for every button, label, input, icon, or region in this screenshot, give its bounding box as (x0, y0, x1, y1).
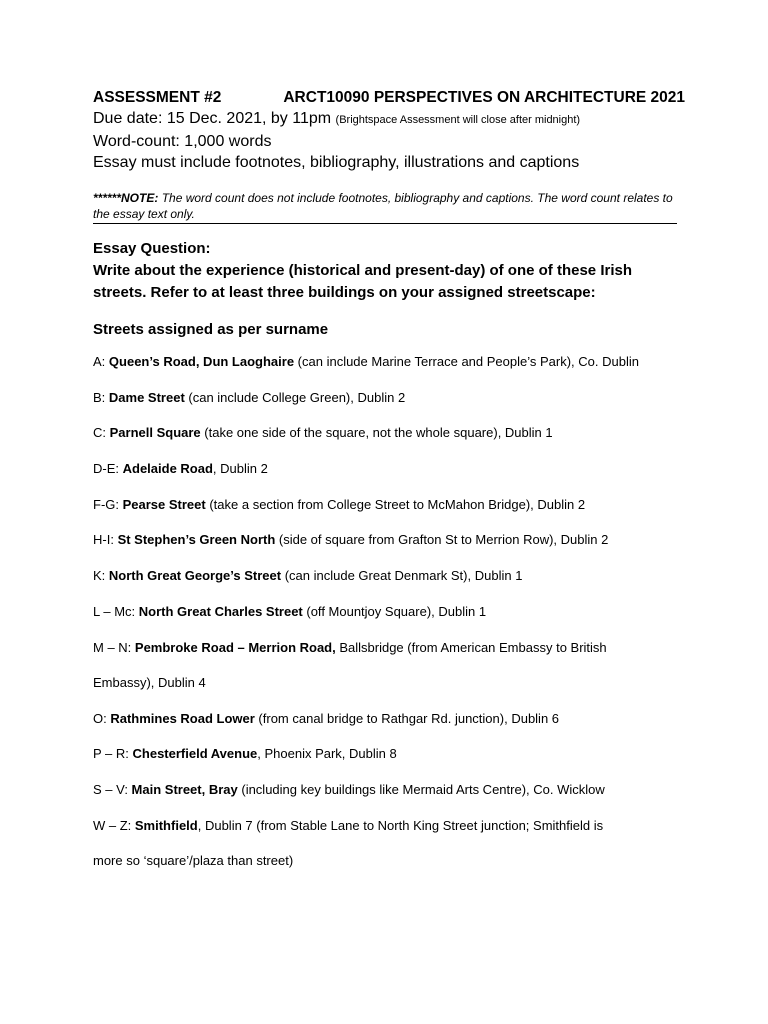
streets-heading: Streets assigned as per surname (93, 321, 329, 338)
course-title: ARCT10090 PERSPECTIVES ON ARCHITECTURE 2021 (283, 89, 686, 106)
word-count-line: Word-count: 1,000 words (93, 133, 272, 150)
essay-question-text: Write about the experience (historical and present-day) of one of these Irish streets. Refer to at least three buildings on your assigned streetscape: (93, 262, 632, 301)
note-text: The word count does not include footnotes, bibliography and captions. The word count relates to the essay text only. (93, 191, 673, 221)
due-date-note: (Brightspace Assessment will close after midnight) (335, 114, 581, 126)
street-item: W – Z: Smithfield, Dublin 7 (from Stable Lane to North King Street junction; Smithfield is more so ‘square’/plaza than street) (93, 816, 683, 872)
essay-requirements: Essay must include footnotes, bibliography, illustrations and captions (93, 154, 580, 171)
street-item: K: North Great George’s Street (can include Great Denmark St), Dublin 1 (93, 568, 523, 584)
street-item: M – N: Pembroke Road – Merrion Road, Ballsbridge (from American Embassy to British Embassy), Dublin 4 (93, 638, 683, 694)
assessment-title: ASSESSMENT #2 (93, 89, 222, 106)
document-header (93, 88, 686, 108)
street-list (93, 352, 683, 871)
street-item: C: Parnell Square (take one side of the square, not the whole square), Dublin 1 (93, 425, 553, 441)
essay-question (93, 238, 683, 304)
street-item: F-G: Pearse Street (take a section from College Street to McMahon Bridge), Dublin 2 (93, 496, 586, 512)
street-item: O: Rathmines Road Lower (from canal bridge to Rathgar Rd. junction), Dublin 6 (93, 710, 560, 726)
street-item: B: Dame Street (can include College Green), Dublin 2 (93, 389, 406, 405)
street-item: S – V: Main Street, Bray (including key buildings like Mermaid Arts Centre), Co. Wicklow (93, 782, 605, 798)
due-date-line (93, 108, 683, 131)
street-item: L – Mc: North Great Charles Street (off Mountjoy Square), Dublin 1 (93, 603, 487, 619)
essay-question-label: Essay Question: (93, 240, 211, 257)
street-item-continuation: Embassy), Dublin 4 (93, 675, 206, 690)
note-label: ******NOTE: (93, 191, 159, 205)
due-date: Due date: 15 Dec. 2021, by 11pm (93, 110, 336, 127)
street-item-continuation: more so ‘square’/plaza than street) (93, 853, 294, 869)
street-item: H-I: St Stephen’s Green North (side of square from Grafton St to Merrion Row), Dublin 2 (93, 532, 609, 548)
street-item: D-E: Adelaide Road, Dublin 2 (93, 461, 268, 477)
street-item: P – R: Chesterfield Avenue, Phoenix Park, Dublin 8 (93, 746, 397, 762)
word-count-note (93, 190, 677, 224)
document-page (93, 88, 686, 887)
street-item: A: Queen’s Road, Dun Laoghaire (can include Marine Terrace and People’s Park), Co. Dublin (93, 354, 639, 369)
